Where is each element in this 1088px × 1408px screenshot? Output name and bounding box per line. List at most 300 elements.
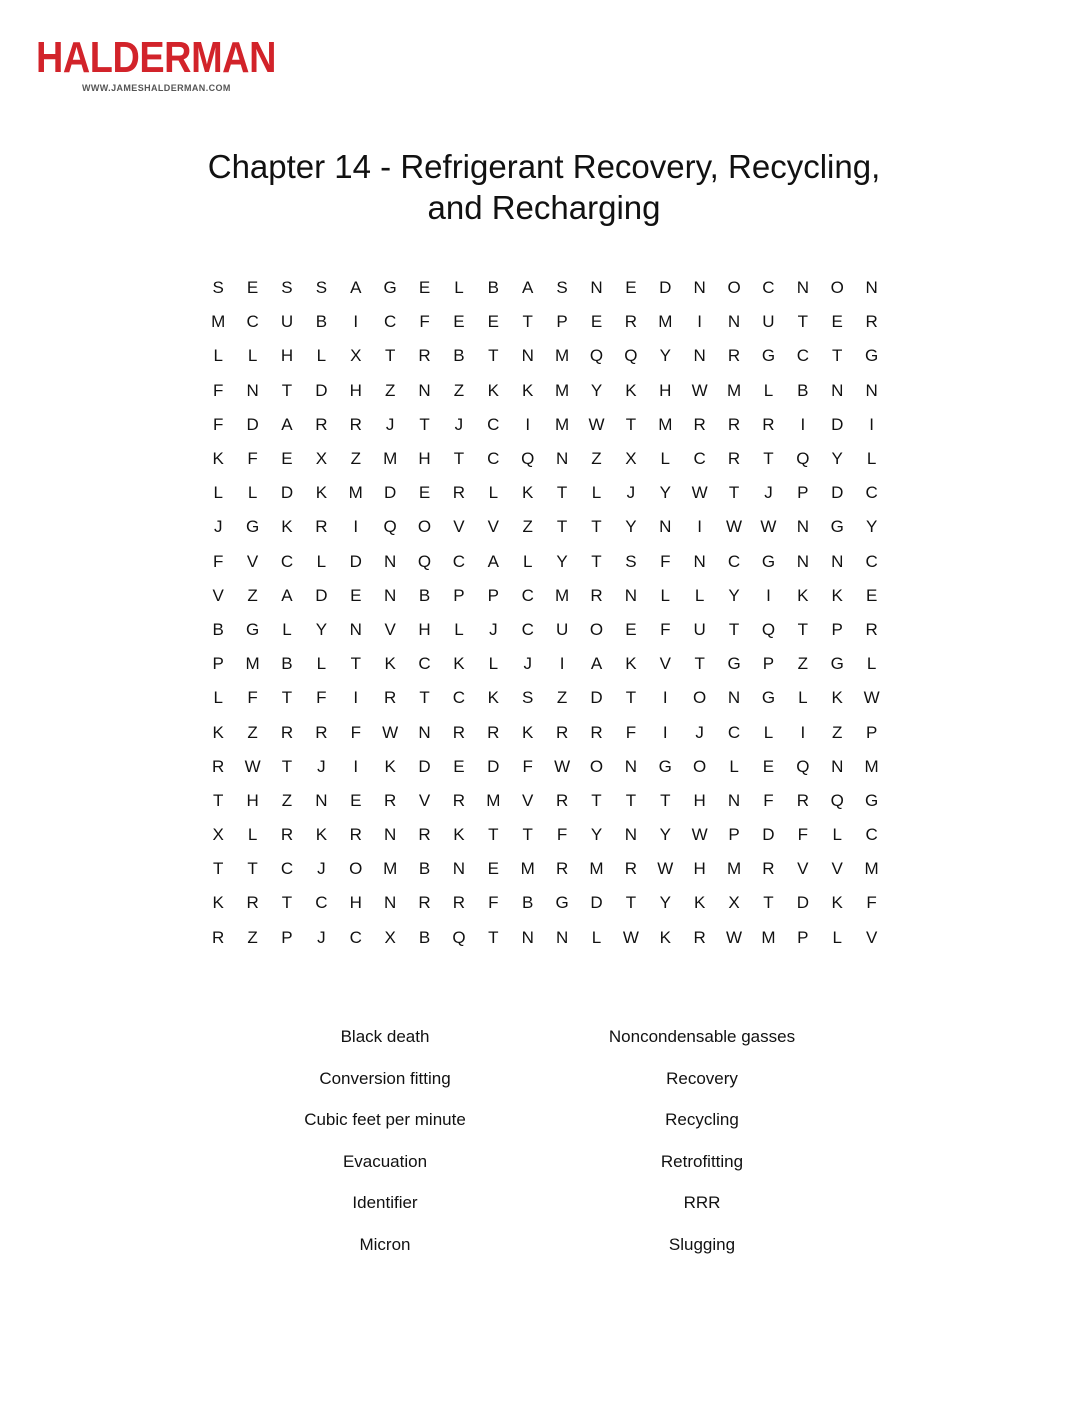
grid-letter: L [316, 551, 327, 571]
grid-letter: K [281, 517, 293, 537]
grid-letter: E [487, 859, 499, 879]
grid-letter: Y [659, 893, 671, 913]
grid-letter: T [453, 449, 465, 469]
grid-letter: L [522, 551, 533, 571]
grid-letter: L [591, 483, 602, 503]
grid-letter: U [693, 619, 706, 639]
grid-letter: V [865, 927, 878, 947]
grid-letter: R [384, 688, 397, 708]
grid-letter: Q [417, 551, 432, 571]
grid-letter: K [212, 722, 224, 742]
grid-letter: C [349, 927, 362, 947]
grid-row [201, 613, 901, 647]
grid-letter: O [349, 859, 363, 879]
grid-letter: L [488, 483, 499, 503]
word-list-item: Identifier [352, 1193, 418, 1213]
grid-letter: Z [247, 722, 258, 742]
word-search-grid [201, 271, 901, 955]
grid-letter: R [555, 859, 569, 879]
grid-letter: Z [453, 380, 465, 400]
grid-letter: L [866, 654, 877, 674]
grid-letter: M [658, 312, 673, 332]
word-list-item: Micron [359, 1234, 411, 1254]
grid-letter: N [452, 859, 466, 879]
grid-letter: V [797, 859, 809, 879]
grid-letter: O [693, 756, 707, 776]
grid-letter: N [521, 346, 534, 366]
grid-letter: N [384, 551, 397, 571]
grid-letter: Z [797, 654, 809, 674]
grid-letter: R [693, 927, 706, 947]
grid-letter: F [625, 722, 637, 742]
grid-letter: J [523, 654, 532, 674]
grid-letter: T [488, 927, 499, 947]
grid-letter: E [453, 756, 465, 776]
grid-letter: T [213, 859, 224, 879]
grid-letter: B [281, 654, 293, 674]
grid-letter: N [624, 825, 638, 845]
grid-letter: N [590, 278, 603, 298]
grid-letter: P [728, 825, 740, 845]
grid-letter: O [727, 278, 741, 298]
word-list-item: Noncondensable gasses [608, 1027, 796, 1046]
grid-letter: V [453, 517, 465, 537]
grid-letter: W [244, 756, 261, 776]
grid-letter: K [487, 380, 499, 400]
grid-letter: I [525, 414, 531, 434]
grid-letter: N [555, 927, 569, 947]
grid-letter: O [589, 756, 604, 776]
grid-letter: R [452, 893, 466, 913]
grid-letter: L [591, 927, 602, 947]
grid-letter: T [797, 619, 809, 639]
grid-letter: N [246, 380, 259, 400]
grid-letter: V [246, 551, 259, 571]
grid-letter: N [796, 278, 809, 298]
grid-letter: X [384, 927, 396, 947]
grid-letter: T [728, 483, 740, 503]
grid-letter: C [693, 449, 706, 469]
grid-letter: G [865, 790, 879, 810]
grid-letter: F [660, 619, 671, 639]
grid-letter: C [487, 449, 500, 469]
grid-letter: C [418, 654, 431, 674]
grid-letter: J [385, 414, 395, 434]
grid-letter: N [727, 790, 741, 810]
grid-letter: T [556, 483, 568, 503]
grid-letter: Q [796, 449, 810, 469]
grid-letter: L [247, 483, 258, 503]
word-list-item: Black death [340, 1027, 430, 1046]
grid-letter: S [625, 551, 637, 571]
grid-letter: R [762, 859, 775, 879]
grid-letter: H [659, 380, 672, 400]
grid-letter: N [865, 380, 878, 400]
grid-letter: T [419, 688, 430, 708]
word-list-item: Cubic feet per minute [304, 1110, 466, 1130]
grid-letter: J [213, 517, 223, 537]
grid-letter: R [452, 483, 466, 503]
grid-letter: N [727, 312, 741, 332]
grid-letter: N [693, 278, 706, 298]
grid-letter: K [487, 688, 499, 708]
grid-row [201, 374, 901, 408]
grid-letter: N [624, 585, 638, 605]
grid-letter: K [797, 585, 809, 605]
grid-letter: B [522, 893, 534, 913]
grid-letter: D [280, 483, 294, 503]
grid-letter: O [693, 688, 707, 708]
grid-letter: X [315, 449, 328, 469]
grid-letter: Q [761, 619, 776, 639]
grid-letter: T [281, 380, 293, 400]
grid-letter: F [660, 551, 671, 571]
grid-letter: E [831, 312, 843, 332]
grid-letter: C [487, 414, 500, 434]
grid-letter: A [350, 278, 362, 298]
grid-letter: F [797, 825, 809, 845]
grid-letter: Z [350, 449, 361, 469]
grid-letter: C [727, 722, 741, 742]
grid-letter: I [697, 517, 703, 537]
grid-letter: Z [247, 927, 258, 947]
grid-letter: S [556, 278, 568, 298]
grid-letter: H [418, 449, 431, 469]
grid-letter: M [555, 380, 570, 400]
grid-letter: G [727, 654, 741, 674]
grid-letter: R [280, 722, 294, 742]
grid-letter: L [247, 346, 258, 366]
grid-letter: Y [659, 825, 671, 845]
grid-letter: F [419, 312, 430, 332]
grid-letter: P [487, 585, 499, 605]
grid-letter: E [350, 585, 362, 605]
grid-letter: R [246, 893, 259, 913]
grid-letter: R [555, 722, 569, 742]
grid-letter: N [831, 756, 844, 776]
grid-letter: R [865, 619, 878, 639]
grid-letter: M [589, 859, 604, 879]
grid-letter: X [625, 449, 637, 469]
grid-letter: W [760, 517, 777, 537]
grid-letter: N [384, 585, 397, 605]
grid-letter: Q [383, 517, 397, 537]
grid-letter: C [865, 483, 878, 503]
grid-letter: A [522, 278, 534, 298]
grid-letter: D [349, 551, 362, 571]
grid-letter: S [281, 278, 293, 298]
grid-letter: J [454, 414, 464, 434]
grid-letter: C [246, 312, 259, 332]
grid-letter: E [865, 585, 878, 605]
word-list-item: Slugging [668, 1234, 736, 1254]
grid-letter: L [866, 449, 877, 469]
grid-row [201, 921, 901, 955]
grid-letter: I [353, 688, 359, 708]
grid-letter: G [383, 278, 397, 298]
grid-letter: U [555, 619, 569, 639]
grid-letter: F [213, 551, 224, 571]
grid-letter: L [213, 483, 223, 503]
grid-row [201, 784, 901, 818]
grid-letter: Y [590, 380, 603, 400]
grid-letter: M [383, 859, 398, 879]
grid-letter: P [281, 927, 293, 947]
grid-letter: J [317, 859, 326, 879]
grid-letter: L [213, 688, 223, 708]
grid-letter: I [662, 688, 668, 708]
grid-letter: T [350, 654, 361, 674]
grid-letter: K [315, 825, 328, 845]
grid-letter: R [624, 312, 638, 332]
grid-letter: Y [831, 449, 843, 469]
grid-letter: A [487, 551, 499, 571]
grid-letter: M [211, 312, 226, 332]
grid-letter: D [487, 756, 500, 776]
grid-letter: E [625, 619, 637, 639]
grid-row [201, 339, 901, 373]
grid-letter: J [695, 722, 704, 742]
grid-letter: T [625, 790, 637, 810]
grid-letter: W [726, 927, 743, 947]
grid-letter: I [353, 517, 359, 537]
grid-letter: T [556, 517, 568, 537]
grid-letter: R [452, 722, 466, 742]
grid-letter: R [212, 756, 225, 776]
grid-letter: U [762, 312, 775, 332]
grid-letter: W [382, 722, 399, 742]
grid-letter: P [556, 312, 568, 332]
grid-letter: N [384, 825, 397, 845]
grid-letter: B [418, 927, 431, 947]
grid-letter: N [315, 790, 328, 810]
grid-letter: T [763, 449, 774, 469]
grid-letter: I [800, 414, 806, 434]
grid-letter: T [281, 688, 293, 708]
grid-letter: C [384, 312, 397, 332]
page-title-line-1: Chapter 14 - Refrigerant Recovery, Recycling, [207, 148, 881, 185]
grid-letter: A [590, 654, 603, 674]
grid-letter: Q [796, 756, 810, 776]
grid-letter: M [726, 859, 742, 879]
grid-letter: L [798, 688, 808, 708]
grid-letter: K [453, 654, 465, 674]
grid-letter: Z [384, 380, 396, 400]
grid-letter: F [763, 790, 774, 810]
grid-letter: M [864, 756, 879, 776]
grid-letter: N [693, 551, 706, 571]
grid-letter: R [727, 414, 741, 434]
grid-letter: L [763, 380, 774, 400]
grid-letter: K [522, 483, 534, 503]
grid-letter: F [247, 688, 258, 708]
grid-letter: A [281, 414, 293, 434]
grid-letter: E [418, 483, 431, 503]
grid-letter: W [588, 414, 605, 434]
grid-row [201, 545, 901, 579]
grid-letter: Y [865, 517, 878, 537]
grid-letter: N [865, 278, 878, 298]
grid-letter: X [212, 825, 224, 845]
grid-letter: H [349, 380, 362, 400]
grid-row [201, 750, 901, 784]
grid-letter: C [865, 551, 878, 571]
grid-letter: D [315, 380, 328, 400]
grid-letter: C [452, 551, 466, 571]
grid-letter: K [315, 483, 328, 503]
grid-letter: H [246, 790, 259, 810]
grid-letter: Z [281, 790, 293, 810]
grid-letter: B [487, 278, 499, 298]
grid-letter: B [418, 859, 431, 879]
grid-letter: V [522, 790, 534, 810]
grid-letter: N [796, 517, 809, 537]
grid-letter: Y [315, 619, 328, 639]
grid-letter: T [694, 654, 705, 674]
grid-letter: C [452, 688, 466, 708]
grid-letter: G [658, 756, 672, 776]
word-list-item: Evacuation [342, 1151, 428, 1171]
grid-letter: P [865, 722, 878, 742]
grid-letter: B [797, 380, 809, 400]
grid-letter: Y [659, 346, 671, 366]
logo-website-url: WWW.JAMESHALDERMAN.COM [82, 83, 231, 93]
grid-letter: D [659, 278, 672, 298]
grid-letter: D [831, 414, 844, 434]
grid-letter: E [453, 312, 465, 332]
grid-letter: Q [830, 790, 844, 810]
logo-wordmark: HALDERMAN [36, 33, 276, 82]
grid-letter: M [383, 449, 398, 469]
grid-letter: I [353, 756, 359, 776]
grid-letter: W [691, 380, 708, 400]
grid-letter: R [727, 346, 741, 366]
grid-letter: K [522, 380, 534, 400]
grid-letter: M [348, 483, 363, 503]
grid-letter: G [245, 517, 260, 537]
grid-letter: D [315, 585, 328, 605]
word-list-item: Recycling [665, 1110, 739, 1130]
grid-letter: K [212, 893, 224, 913]
grid-letter: K [625, 380, 637, 400]
grid-letter: X [728, 893, 740, 913]
grid-letter: N [555, 449, 569, 469]
grid-letter: D [384, 483, 397, 503]
grid-letter: R [315, 722, 328, 742]
grid-row [201, 579, 901, 613]
grid-letter: F [556, 825, 568, 845]
grid-letter: N [624, 756, 638, 776]
grid-letter: N [693, 346, 706, 366]
grid-letter: M [486, 790, 501, 810]
grid-letter: D [590, 688, 603, 708]
grid-letter: O [417, 517, 432, 537]
grid-letter: L [660, 449, 670, 469]
grid-letter: P [212, 654, 224, 674]
grid-letter: Q [589, 346, 604, 366]
grid-letter: O [830, 278, 844, 298]
grid-letter: T [488, 825, 499, 845]
grid-letter: V [384, 619, 396, 639]
grid-letter: G [865, 346, 879, 366]
grid-letter: P [797, 483, 809, 503]
grid-letter: J [317, 927, 326, 947]
grid-letter: P [831, 619, 843, 639]
grid-letter: E [246, 278, 259, 298]
grid-letter: T [625, 893, 637, 913]
grid-letter: V [659, 654, 671, 674]
grid-letter: F [522, 756, 533, 776]
grid-letter: I [353, 312, 359, 332]
grid-letter: X [350, 346, 362, 366]
grid-letter: D [246, 414, 259, 434]
grid-letter: R [280, 825, 294, 845]
grid-letter: N [659, 517, 672, 537]
grid-letter: C [796, 346, 809, 366]
word-list-item: Retrofitting [660, 1151, 744, 1171]
grid-letter: I [697, 312, 703, 332]
grid-letter: C [521, 585, 534, 605]
grid-letter: V [831, 859, 843, 879]
grid-letter: G [761, 551, 776, 571]
grid-letter: N [727, 688, 741, 708]
grid-letter: I [662, 722, 668, 742]
grid-row [201, 715, 901, 749]
grid-letter: E [281, 449, 293, 469]
word-list-item: Conversion fitting [319, 1068, 451, 1088]
grid-letter: R [624, 859, 638, 879]
grid-letter: M [245, 654, 260, 674]
grid-letter: K [384, 654, 396, 674]
grid-letter: N [831, 551, 844, 571]
grid-letter: T [281, 756, 293, 776]
grid-letter: G [830, 517, 844, 537]
grid-letter: M [726, 380, 742, 400]
grid-letter: G [555, 893, 569, 913]
grid-letter: I [766, 585, 771, 605]
grid-letter: V [418, 790, 431, 810]
grid-letter: C [521, 619, 534, 639]
grid-letter: J [764, 483, 773, 503]
grid-letter: T [213, 790, 224, 810]
word-list-left-column [235, 1024, 535, 1274]
grid-letter: H [349, 893, 362, 913]
grid-letter: T [660, 790, 671, 810]
grid-letter: W [622, 927, 639, 947]
grid-row [201, 442, 901, 476]
grid-letter: W [863, 688, 880, 708]
grid-letter: A [281, 585, 293, 605]
grid-letter: K [212, 449, 224, 469]
grid-letter: D [796, 893, 809, 913]
grid-letter: M [555, 414, 570, 434]
grid-letter: L [729, 756, 739, 776]
grid-letter: P [762, 654, 775, 674]
grid-letter: C [280, 551, 294, 571]
grid-letter: U [280, 312, 294, 332]
word-list-item: Recovery [666, 1068, 738, 1088]
grid-letter: R [590, 722, 603, 742]
grid-letter: Z [832, 722, 843, 742]
grid-letter: Y [659, 483, 671, 503]
grid-letter: R [452, 790, 466, 810]
grid-row [201, 681, 901, 715]
grid-letter: L [247, 825, 258, 845]
grid-row [201, 271, 901, 305]
grid-letter: R [590, 585, 603, 605]
grid-letter: M [520, 859, 535, 879]
grid-letter: L [832, 825, 842, 845]
